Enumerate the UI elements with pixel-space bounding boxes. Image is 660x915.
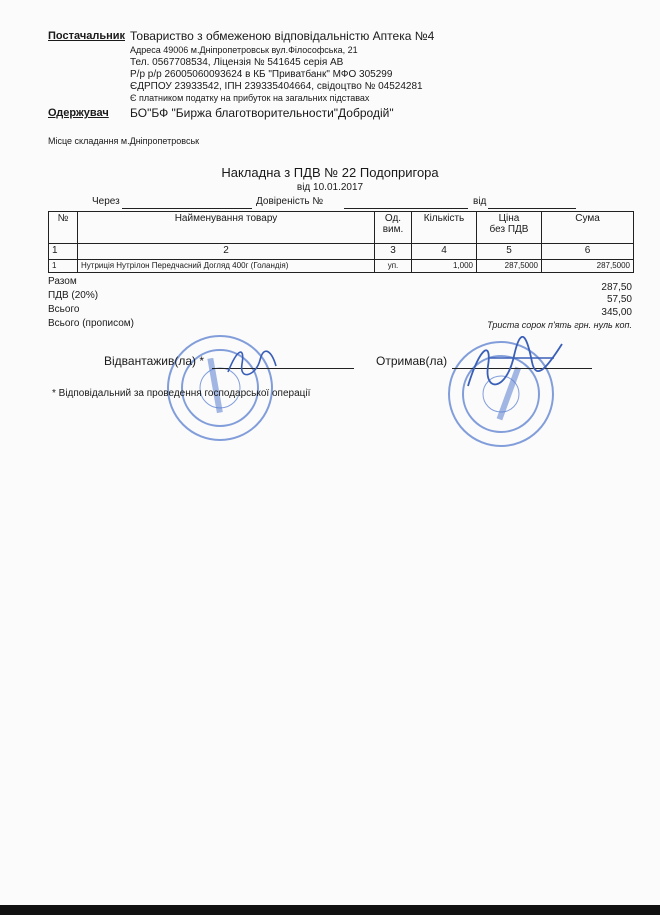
index-cell: 2	[78, 244, 375, 260]
via-label: Через	[92, 196, 120, 207]
scan-edge	[0, 905, 660, 915]
via-line	[122, 208, 252, 209]
document-title: Накладна з ПДВ № 22 Подопригора	[221, 165, 439, 180]
vat-label: ПДВ (20%)	[48, 290, 99, 301]
received-by-label: Отримав(ла)	[376, 354, 448, 368]
row-num: 1	[49, 260, 78, 273]
index-cell: 5	[477, 244, 542, 260]
header-sum: Сума	[542, 212, 634, 244]
footnote: * Відповідальний за проведення господарської операції	[52, 388, 311, 399]
table-header-row	[49, 212, 634, 244]
table-index-row	[49, 244, 634, 260]
power-of-attorney-label: Довіреність №	[256, 196, 324, 207]
header-price: Ціна без ПДВ	[477, 212, 542, 244]
table-row	[49, 260, 634, 273]
place-of-issue: Місце складання м.Дніпропетровськ	[48, 136, 200, 146]
total-in-words-label: Всього (прописом)	[48, 318, 134, 329]
total-label: Всього	[48, 304, 80, 315]
recipient-label: Одержувач	[48, 107, 109, 119]
supplier-codes: ЄДРПОУ 23933542, ІПН 239335404664, свідоцтво № 04524281	[130, 81, 423, 92]
row-product-name: Нутриція Нутрілон Передчасний Догляд 400г (Голандія)	[78, 260, 375, 273]
received-by-signature	[458, 336, 568, 396]
subtotal-value: 287,50	[601, 282, 632, 293]
supplier-label: Постачальник	[48, 30, 125, 42]
document-date: від 10.01.2017	[296, 182, 364, 193]
index-cell: 1	[49, 244, 78, 260]
header-num: №	[49, 212, 78, 244]
index-cell: 6	[542, 244, 634, 260]
supplier-address: Адреса 49006 м.Дніпропетровськ вул.Філософська, 21	[130, 45, 358, 55]
from-line	[488, 208, 576, 209]
supplier-tax-status: Є платником податку на прибуток на загальних підставах	[130, 93, 370, 103]
supplier-bank-account: Р/р р/р 26005060093624 в КБ "Приватбанк" МФО 305299	[130, 69, 393, 80]
from-label: від	[473, 196, 487, 207]
header-unit: Од. вим.	[375, 212, 412, 244]
subtotal-label: Разом	[48, 276, 77, 287]
index-cell: 3	[375, 244, 412, 260]
row-sum: 287,5000	[542, 260, 634, 273]
vat-value: 57,50	[606, 294, 632, 305]
row-price: 287,5000	[477, 260, 542, 273]
shipped-by-signature	[220, 342, 280, 382]
total-value: 345,00	[601, 307, 632, 318]
row-qty: 1,000	[412, 260, 477, 273]
power-of-attorney-line	[344, 208, 468, 209]
header-name: Найменування товару	[78, 212, 375, 244]
supplier-name: Товариство з обмеженою відповідальністю Аптека №4	[130, 29, 435, 43]
index-cell: 4	[412, 244, 477, 260]
shipped-by-label: Відвантажив(ла) *	[104, 354, 205, 368]
supplier-phone-license: Тел. 0567708534, Ліцензія № 541645 серія АВ	[130, 57, 344, 68]
header-qty: Кількість	[412, 212, 477, 244]
row-unit: уп.	[375, 260, 412, 273]
items-table	[48, 211, 634, 273]
recipient-name: БО"БФ "Биржа благотворительности"Добродій"	[130, 106, 394, 120]
total-in-words-value: Триста сорок п'ять грн. нуль коп.	[487, 320, 632, 330]
